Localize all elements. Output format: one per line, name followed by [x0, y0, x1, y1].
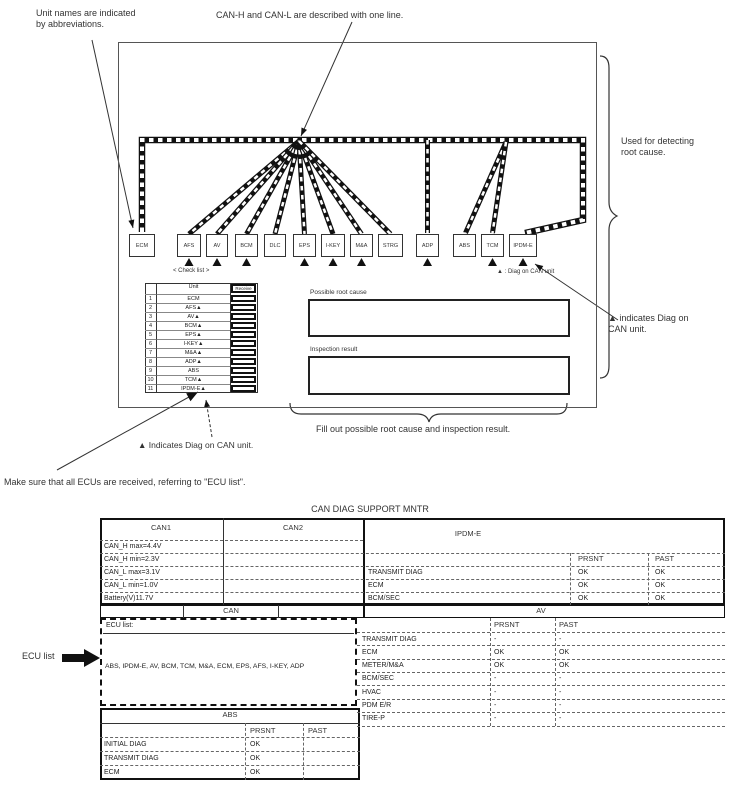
av-past-value: - — [559, 689, 562, 696]
checklist-no: 2 — [145, 303, 156, 312]
ipdm-past-value: OK — [655, 595, 666, 602]
checklist-no: 4 — [145, 321, 156, 330]
ecu-list-header: ECU list: — [106, 622, 134, 629]
ecu-box-abs: ABS — [453, 234, 476, 257]
checklist-unit: EPS▲ — [156, 330, 230, 339]
av-row-label: TRANSMIT DIAG — [362, 636, 417, 643]
av-prsnt-value: - — [494, 702, 497, 709]
diag-bottom-note: ▲ Indicates Diag on CAN unit. — [138, 440, 254, 450]
root-cause-brace-line2: root cause. — [621, 147, 666, 157]
ecu-box-strg: STRG — [378, 234, 403, 257]
divider — [357, 712, 725, 713]
av-past-value: - — [559, 675, 562, 682]
checklist-unit: AV▲ — [156, 312, 230, 321]
ecu-box-bcm: BCM — [235, 234, 258, 257]
checklist-no: 1 — [145, 294, 156, 303]
checklist-unit: AFS▲ — [156, 303, 230, 312]
av-past-header: PAST — [559, 620, 579, 629]
diag-right-note — [608, 313, 688, 335]
ecu-list-pointer-label: ECU list — [22, 651, 55, 661]
abs-title: ABS — [222, 710, 238, 719]
ecu-box-eps: EPS — [293, 234, 316, 257]
ipdm-row-label: ECM — [368, 582, 384, 589]
av-prsnt-value: OK — [494, 662, 505, 669]
can-measurement-cell: Battery(V)11.7V — [104, 595, 154, 602]
ipdm-prsnt-value: OK — [578, 582, 589, 589]
inspection-result-box — [308, 356, 570, 395]
av-past-value: - — [559, 636, 562, 643]
abs-row-label: INITIAL DIAG — [104, 741, 147, 748]
abs-row-label: ECM — [104, 769, 120, 776]
av-prsnt-value: - — [494, 636, 497, 643]
av-prsnt-value: OK — [494, 649, 505, 656]
ecu-list-values: ABS, IPDM-E, AV, BCM, TCM, M&A, ECM, EPS, AFS, I-KEY, ADP — [105, 663, 305, 670]
ipdm-prsnt-value: OK — [578, 569, 589, 576]
checklist-receive-box — [231, 385, 256, 392]
divider — [103, 633, 354, 634]
ecu-box-ecm: ECM — [129, 234, 155, 257]
av-row-label: METER/M&A — [362, 662, 404, 669]
divider — [357, 699, 725, 700]
checklist-unit: BCM▲ — [156, 321, 230, 330]
ipdm-past-value: OK — [655, 582, 666, 589]
checklist-receive-box — [231, 322, 256, 329]
checklist-no: 8 — [145, 357, 156, 366]
checklist-unit: M&A▲ — [156, 348, 230, 357]
checklist-receive-box — [231, 349, 256, 356]
divider — [357, 726, 725, 727]
av-row-label: PDM E/R — [362, 702, 392, 709]
checklist-no: 5 — [145, 330, 156, 339]
ipdm-past-value: OK — [655, 569, 666, 576]
can-measurement-cell: CAN_H min=2.3V — [104, 556, 160, 563]
checklist-unit: TCM▲ — [156, 375, 230, 384]
mntr-title: CAN DIAG SUPPORT MNTR — [311, 504, 429, 514]
col-header-can1: CAN1 — [150, 523, 172, 532]
checklist-receive-box — [231, 313, 256, 320]
divider — [100, 553, 725, 554]
checklist-unit: ECM — [156, 294, 230, 303]
divider — [100, 723, 360, 724]
possible-root-cause-box — [308, 299, 570, 337]
ecu-box-dlc: DLC — [264, 234, 286, 257]
checklist-no: 3 — [145, 312, 156, 321]
divider — [278, 605, 279, 618]
checklist-unit: ADP▲ — [156, 357, 230, 366]
divider — [100, 751, 360, 752]
abs-prsnt-value: OK — [250, 741, 261, 748]
divider — [357, 645, 725, 646]
checklist-receive-box — [231, 295, 256, 302]
checklist-receive-header: Receive — [231, 284, 256, 293]
col-header-ipdm-e: IPDM-E — [454, 529, 482, 538]
checklist-no: 10 — [145, 375, 156, 384]
band-can-label: CAN — [223, 606, 239, 615]
ecu-list-pointer-arrow — [62, 649, 100, 667]
root-cause-brace-line1: Used for detecting — [621, 136, 695, 146]
divider — [357, 632, 725, 633]
checklist-no: 11 — [145, 384, 156, 393]
ecu-box-adp: ADP — [416, 234, 439, 257]
ecu-box-afs: AFS — [177, 234, 201, 257]
divider — [357, 685, 725, 686]
diag-right-line1: ▲ indicates Diag on — [608, 313, 689, 323]
check-list-caption: < Check list > — [173, 268, 210, 274]
ecu-box-i-key: I-KEY — [321, 234, 345, 257]
can-measurement-cell: CAN_L min=1.0V — [104, 582, 159, 589]
checklist-no: 7 — [145, 348, 156, 357]
col-header-can2: CAN2 — [282, 523, 304, 532]
av-past-value: - — [559, 715, 562, 722]
checklist-unit: ABS — [156, 366, 230, 375]
root-cause-brace-note — [621, 136, 694, 158]
divider — [357, 659, 725, 660]
checklist-unit-header: Unit — [156, 283, 230, 294]
band-row — [100, 605, 725, 618]
checklist-unit: IPDM-E▲ — [156, 384, 230, 393]
checklist-unit: I-KEY▲ — [156, 339, 230, 348]
checklist-receive-box — [231, 331, 256, 338]
abs-row-label: TRANSMIT DIAG — [104, 755, 159, 762]
can-measurement-cell: CAN_H max=4.4V — [104, 543, 162, 550]
ecu-box-ipdm-e: IPDM-E — [509, 234, 537, 257]
av-prsnt-value: - — [494, 675, 497, 682]
checklist-receive-box — [231, 304, 256, 311]
av-prsnt-header: PRSNT — [494, 620, 520, 629]
checklist-receive-box — [231, 358, 256, 365]
can-measurement-cell: CAN_L max=3.1V — [104, 569, 160, 576]
fill-out-note: Fill out possible root cause and inspection result. — [316, 424, 511, 434]
abs-prsnt-value: OK — [250, 755, 261, 762]
divider — [100, 579, 725, 580]
unit-names-note-line2: by abbreviations. — [36, 19, 105, 29]
av-row-label: HVAC — [362, 689, 381, 696]
checklist-no: 6 — [145, 339, 156, 348]
ecu-box-m&a: M&A — [350, 234, 373, 257]
ipdm-prsnt-header: PRSNT — [578, 554, 604, 563]
ipdm-past-header: PAST — [655, 554, 675, 563]
diag-on-can-caption: ▲ : Diag on CAN unit — [497, 269, 555, 275]
divider — [357, 672, 725, 673]
divider — [230, 283, 231, 393]
ipdm-row-label: BCM/SEC — [368, 595, 400, 602]
av-prsnt-value: - — [494, 689, 497, 696]
checklist-receive-box — [231, 376, 256, 383]
one-line-note: CAN-H and CAN-L are described with one line. — [216, 10, 404, 20]
av-past-value: OK — [559, 649, 570, 656]
checklist-no: 9 — [145, 366, 156, 375]
abs-prsnt-header: PRSNT — [250, 726, 276, 735]
make-sure-note: Make sure that all ECUs are received, referring to "ECU list". — [4, 477, 246, 487]
band-av-label: AV — [536, 606, 546, 615]
checklist-receive-box — [231, 367, 256, 374]
ecu-box-av: AV — [206, 234, 228, 257]
unit-names-note-line1: Unit names are indicated — [36, 8, 136, 18]
abs-prsnt-value: OK — [250, 769, 261, 776]
divider — [100, 540, 363, 541]
divider — [100, 765, 360, 766]
checklist-receive-box — [231, 340, 256, 347]
av-row-label: ECM — [362, 649, 378, 656]
abs-past-header: PAST — [308, 726, 328, 735]
divider — [100, 737, 360, 738]
ipdm-row-label: TRANSMIT DIAG — [368, 569, 423, 576]
divider — [100, 566, 725, 567]
unit-names-note — [36, 8, 136, 30]
av-row-label: BCM/SEC — [362, 675, 394, 682]
av-past-value: - — [559, 702, 562, 709]
ecu-box-tcm: TCM — [481, 234, 504, 257]
inspection-result-label: Inspection result — [310, 346, 358, 353]
av-prsnt-value: - — [494, 715, 497, 722]
divider — [100, 592, 725, 593]
av-past-value: OK — [559, 662, 570, 669]
diag-right-line2: CAN unit. — [608, 324, 647, 334]
ipdm-prsnt-value: OK — [578, 595, 589, 602]
av-row-label: TIRE-P — [362, 715, 385, 722]
possible-root-cause-label: Possible root cause — [310, 289, 367, 296]
divider — [363, 605, 365, 618]
divider — [183, 605, 184, 618]
